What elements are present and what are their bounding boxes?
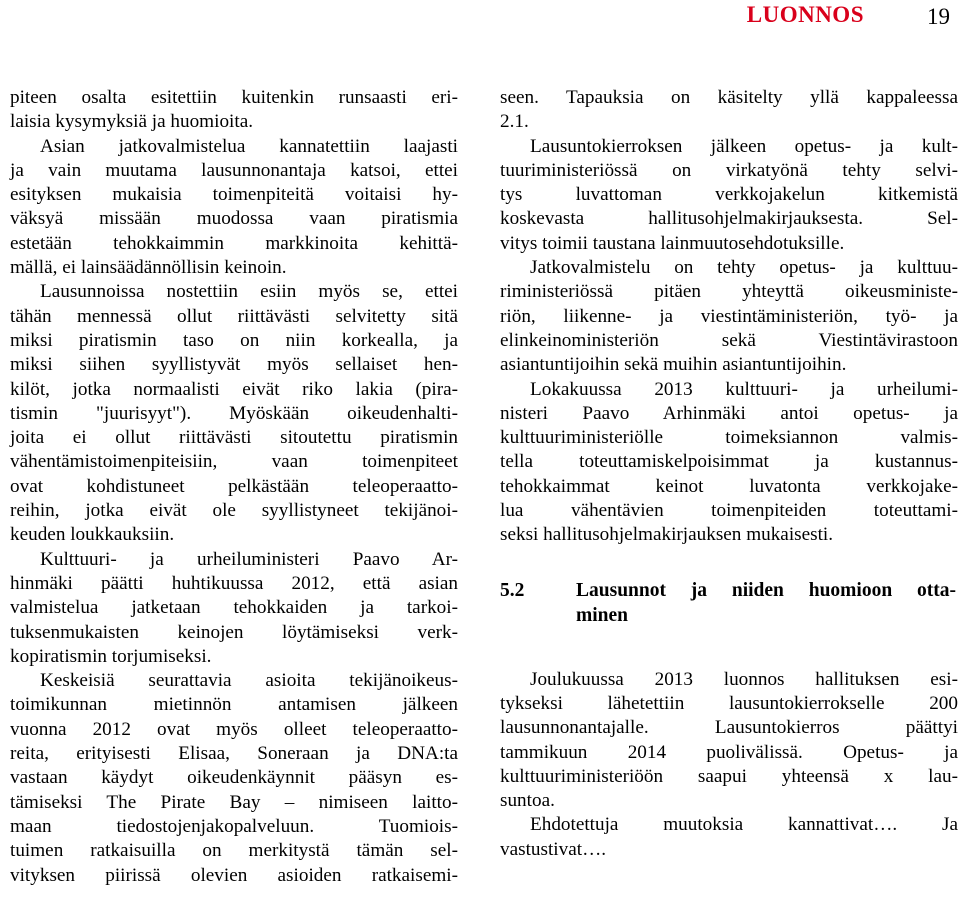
text-line: piteen osalta esitettiin kuitenkin runsaasti eri- xyxy=(10,87,458,108)
text-line: Joulukuussa 2013 luonnos hallituksen esi- xyxy=(530,668,958,690)
text-line: tuksenmukaisten keinojen löytämiseksi verk- xyxy=(10,621,458,643)
text-line: Lokakuussa 2013 kulttuuri- ja urheilumi- xyxy=(530,378,958,400)
text-line: tuuriministeriössä on virkatyönä tehty selvi- xyxy=(500,159,958,181)
text-line: maan tiedostojenjakopalveluun. Tuomiois- xyxy=(10,815,458,837)
text-line: tähän mennessä ollut riittävästi selvitetty sitä xyxy=(10,305,458,327)
text-line: lausunnonantajalle. Lausuntokierros päättyi xyxy=(500,717,958,739)
text-line: väksyä missään muodossa vaan piratismia xyxy=(10,208,458,230)
text-line: vitys toimii taustana lainmuutosehdotuksille. xyxy=(500,232,845,254)
section-heading xyxy=(500,578,958,632)
text-line: keuden loukkauksiin. xyxy=(10,524,175,546)
text-line: valmistelua jatketaan tehokkaiden ja tarkoi- xyxy=(10,597,458,619)
draft-label: LUONNOS xyxy=(746,2,864,27)
text-line: Jatkovalmistelu on tehty opetus- ja kulttuu- xyxy=(530,257,958,279)
text-line: lua vähentävien toimenpiteiden toteuttami- xyxy=(500,500,958,522)
section-title-line: Lausunnot ja niiden huomioon otta- xyxy=(576,579,956,601)
right-paragraphs-bottom xyxy=(500,668,958,862)
text-line: kulttuuriministeriölle toimeksiannon valmis- xyxy=(500,427,958,449)
text-line: elinkeinoministeriön sekä Viestintävirastoon xyxy=(500,329,958,351)
text-line: riministeriössä pitäen yhteyttä oikeusministe- xyxy=(500,281,958,303)
text-line: Ehdotettuja muutoksia kannattivat…. Ja xyxy=(530,814,958,836)
text-line: joita ei ollut riittävästi sitoutettu piratismin xyxy=(10,427,458,449)
right-paragraphs-top xyxy=(500,86,958,548)
text-line: Kulttuuri- ja urheiluministeri Paavo Ar- xyxy=(40,548,458,570)
text-line: vityksen piirissä olevien asioiden ratkaisemi- xyxy=(10,864,458,886)
text-line: Lausuntokierroksen jälkeen opetus- ja kult- xyxy=(530,135,958,157)
text-line: esityksen mukaisia toimenpiteitä voitaisi hy- xyxy=(10,184,458,206)
text-line: tehokkaimmat keinot luvatonta verkkojake- xyxy=(500,475,958,497)
text-line: vuonna 2012 ovat myös olleet teleoperaatto- xyxy=(10,718,458,740)
text-line: tismin "juurisyyt"). Myöskään oikeudenhalti- xyxy=(10,402,458,424)
text-line: reita, erityisesti Elisaa, Soneraan ja DNA:ta xyxy=(10,743,458,765)
text-line: mällä, ei lainsäädännöllisin keinoin. xyxy=(10,257,287,279)
text-line: kopiratismin torjumiseksi. xyxy=(10,645,212,667)
text-line: hinmäki päätti huhtikuussa 2012, että asian xyxy=(10,572,458,594)
text-line: koskevasta hallitusohjelmakirjauksesta. Sel- xyxy=(500,208,958,230)
text-line: estetään tehokkaimmin markkinoita kehittä- xyxy=(10,232,458,254)
text-line: tykseksi lähetettiin lausuntokierrokselle 200 xyxy=(500,692,958,714)
section-number: 5.2 xyxy=(500,579,525,601)
text-line: vähentämistoimenpiteisiin, vaan toimenpiteet xyxy=(10,451,458,473)
text-line: tuimen ratkaisuilla on merkitystä tämän sel- xyxy=(10,840,458,862)
section-title xyxy=(576,578,956,628)
text-line: tys luvattoman verkkojakelun kitkemistä xyxy=(500,184,958,206)
text-line: Lausunnoissa nostettiin esiin myös se, ettei xyxy=(40,281,458,303)
text-line: laisia kysymyksiä ja huomioita. xyxy=(10,111,254,133)
text-line: reihin, jotka eivät ole syyllistyneet tekijänoi- xyxy=(10,500,458,522)
text-line: ovat kohdistuneet pelkästään teleoperaatto- xyxy=(10,475,458,497)
text-line: miksi siihen syyllistyvät myös sellaiset hen- xyxy=(10,354,458,376)
text-line: riön, liikenne- ja viestintäministeriön, työ- ja xyxy=(500,305,958,327)
text-line: ja vain muutama lausunnonantaja katsoi, ettei xyxy=(10,159,458,181)
text-line: seksi hallitusohjelmakirjauksen mukaisesti. xyxy=(500,524,834,546)
page-header xyxy=(0,0,960,40)
text-line: tella toteuttamiskelpoisimmat ja kustannus- xyxy=(500,451,958,473)
text-line: toimikunnan mietinnön antamisen jälkeen xyxy=(10,694,458,716)
text-line: tammikuun 2014 puolivälissä. Opetus- ja xyxy=(500,741,958,763)
left-text-column xyxy=(10,86,458,888)
text-line: 2.1. xyxy=(500,111,529,133)
spacer xyxy=(500,632,958,668)
right-text-column xyxy=(500,86,958,862)
text-line: Asian jatkovalmistelua kannatettiin laajasti xyxy=(40,135,458,157)
text-line: seen. Tapauksia on käsitelty yllä kappaleessa xyxy=(500,87,958,108)
text-line: nisteri Paavo Arhinmäki antoi opetus- ja xyxy=(500,402,958,424)
text-line: kilöt, jotka normaalisti eivät riko lakia (pira- xyxy=(10,378,458,400)
text-line: kulttuuriministeriöön saapui yhteensä x lau- xyxy=(500,765,958,787)
text-line: tämiseksi The Pirate Bay – nimiseen laitto- xyxy=(10,791,458,813)
text-line: asiantuntijoihin sekä muihin asiantuntijoihin. xyxy=(500,354,847,376)
text-line: vastustivat…. xyxy=(500,838,607,860)
text-line: miksi piratismin taso on niin korkealla, ja xyxy=(10,329,458,351)
page-number: 19 xyxy=(927,4,950,29)
section-title-line: minen xyxy=(576,604,629,626)
text-line: suntoa. xyxy=(500,790,555,812)
text-line: Keskeisiä seurattavia asioita tekijänoikeus- xyxy=(40,670,458,692)
text-line: vastaan käydyt oikeudenkäynnit pääsyn es- xyxy=(10,767,458,789)
